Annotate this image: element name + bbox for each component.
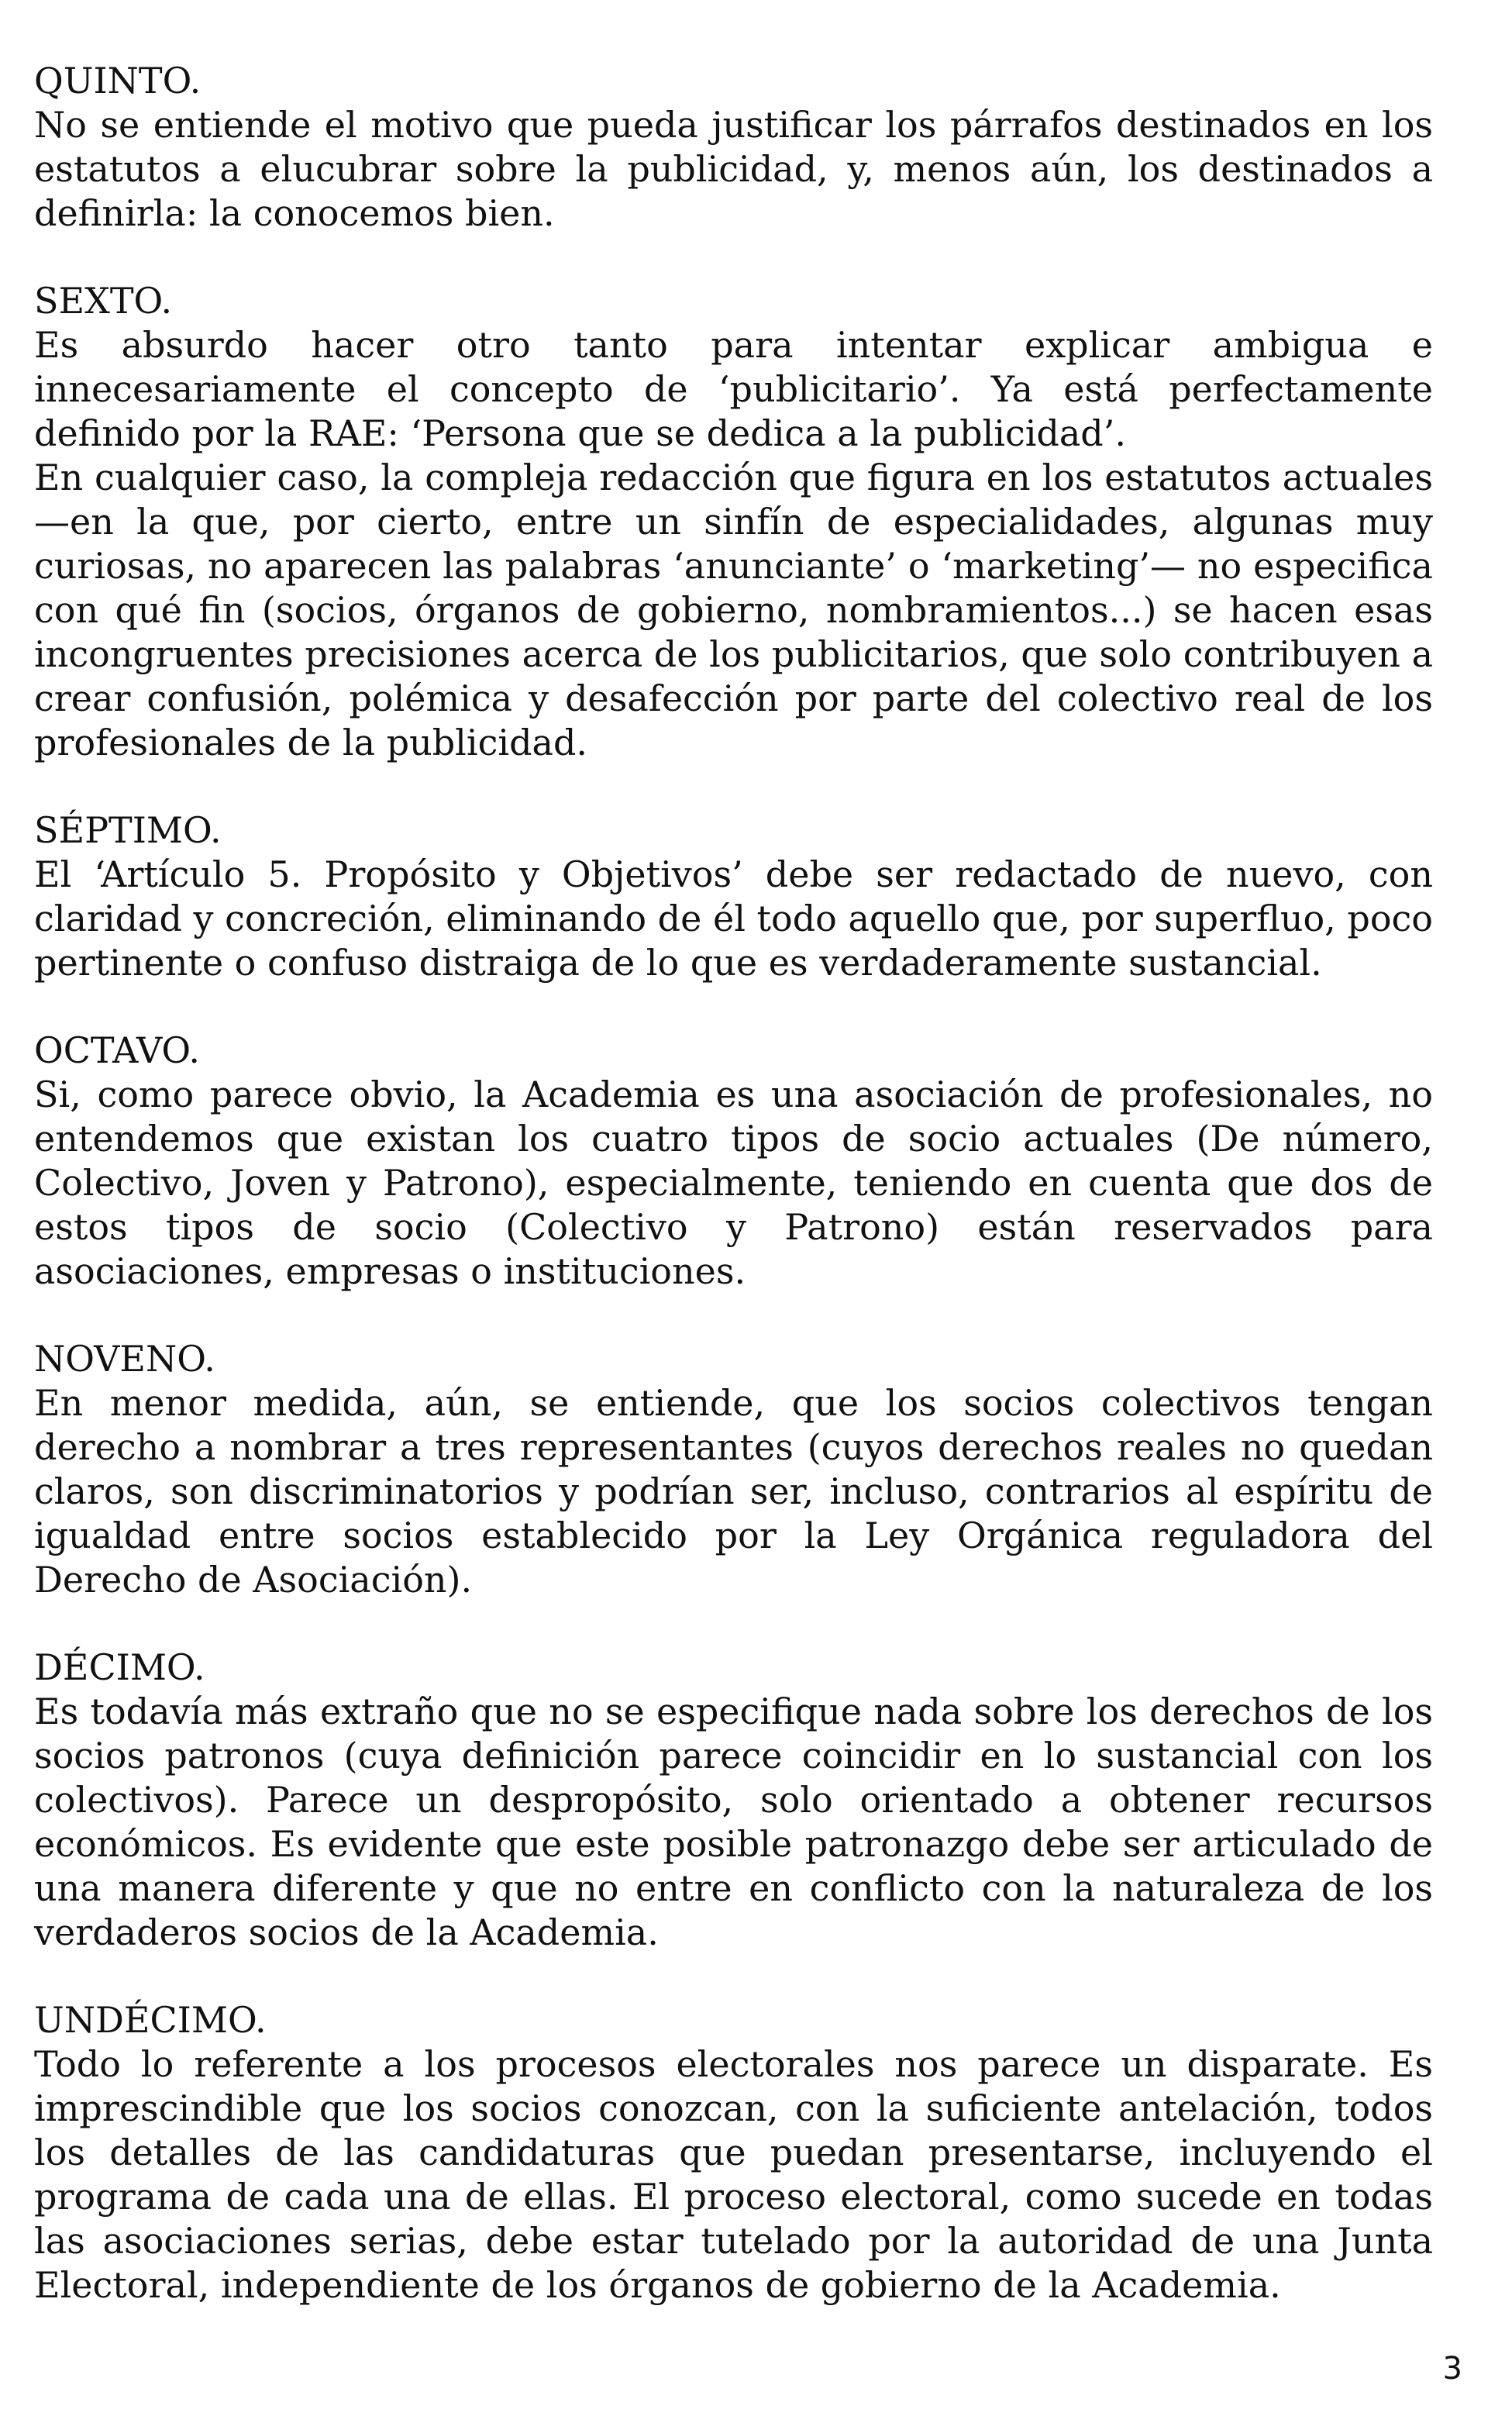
section-paragraph: El ‘Artículo 5. Propósito y Objetivos’ debe ser redactado de nuevo, con claridad y concreción, eliminando de él todo aquello que, por superfluo, poco pertinente o confuso distraiga de lo que es verdaderamente sustancial. xyxy=(34,853,1433,984)
section-heading: OCTAVO. xyxy=(34,1029,201,1071)
section-heading: QUINTO. xyxy=(34,60,201,102)
section-paragraph: En menor medida, aún, se entiende, que los socios colectivos tengan derecho a nombrar a tres representantes (cuyos derechos reales no quedan claros, son discriminatorios y podrían ser, incluso, contrarios al espíritu de igualdad entre socios establecido por la Ley Orgánica reguladora del Derecho de Asociación). xyxy=(34,1382,1433,1601)
section-heading: SÉPTIMO. xyxy=(34,809,222,851)
section-sexto xyxy=(34,279,1433,765)
section-heading: NOVENO. xyxy=(34,1338,215,1380)
section-heading: DÉCIMO. xyxy=(34,1646,205,1688)
section-decimo xyxy=(34,1646,1433,1955)
section-paragraph: En cualquier caso, la compleja redacción que figura en los estatutos actuales —en la que, por cierto, entre un sinfín de especialidades, algunas muy curiosas, no aparecen las palabras ‘anunciante’ o ‘marketing’— no especifica con qué fin (socios, órganos de gobierno, nombramientos...) se hacen esas incongruentes precisiones acerca de los publicitarios, que solo contribuyen a crear confusión, polémica y desafección por parte del colectivo real de los profesionales de la publicidad. xyxy=(34,457,1433,763)
section-heading: UNDÉCIMO. xyxy=(34,1999,267,2041)
section-septimo xyxy=(34,808,1433,985)
section-undecimo xyxy=(34,1998,1433,2307)
section-quinto xyxy=(34,59,1433,236)
section-paragraph: Es absurdo hacer otro tanto para intentar explicar ambigua e innecesariamente el concepto de ‘publicitario’. Ya está perfectamente definido por la RAE: ‘Persona que se dedica a la publicidad’. xyxy=(34,324,1433,454)
section-paragraph: No se entiende el motivo que pueda justificar los párrafos destinados en los estatutos a elucubrar sobre la publicidad, y, menos aún, los destinados a definirla: la conocemos bien. xyxy=(34,104,1433,234)
section-octavo xyxy=(34,1029,1433,1294)
section-paragraph: Es todavía más extraño que no se especifique nada sobre los derechos de los socios patronos (cuya definición parece coincidir en lo sustancial con los colectivos). Parece un despropósito, solo orientado a obtener recursos económicos. Es evidente que este posible patronazgo debe ser articulado de una manera diferente y que no entre en conflicto con la naturaleza de los verdaderos socios de la Academia. xyxy=(34,1691,1433,1953)
document-body xyxy=(34,59,1433,2351)
section-heading: SEXTO. xyxy=(34,280,173,322)
section-noveno xyxy=(34,1337,1433,1602)
section-paragraph: Todo lo referente a los procesos electorales nos parece un disparate. Es imprescindible que los socios conozcan, con la suficiente antelación, todos los detalles de las candidaturas que puedan presentarse, incluyendo el programa de cada una de ellas. El proceso electoral, como sucede en todas las asociaciones serias, debe estar tutelado por la autoridad de una Junta Electoral, independiente de los órganos de gobierno de la Academia. xyxy=(34,2043,1433,2306)
page-number: 3 xyxy=(1442,2351,1462,2387)
section-paragraph: Si, como parece obvio, la Academia es una asociación de profesionales, no entendemos que existan los cuatro tipos de socio actuales (De número, Colectivo, Joven y Patrono), especialmente, teniendo en cuenta que dos de estos tipos de socio (Colectivo y Patrono) están reservados para asociaciones, empresas o instituciones. xyxy=(34,1074,1433,1292)
